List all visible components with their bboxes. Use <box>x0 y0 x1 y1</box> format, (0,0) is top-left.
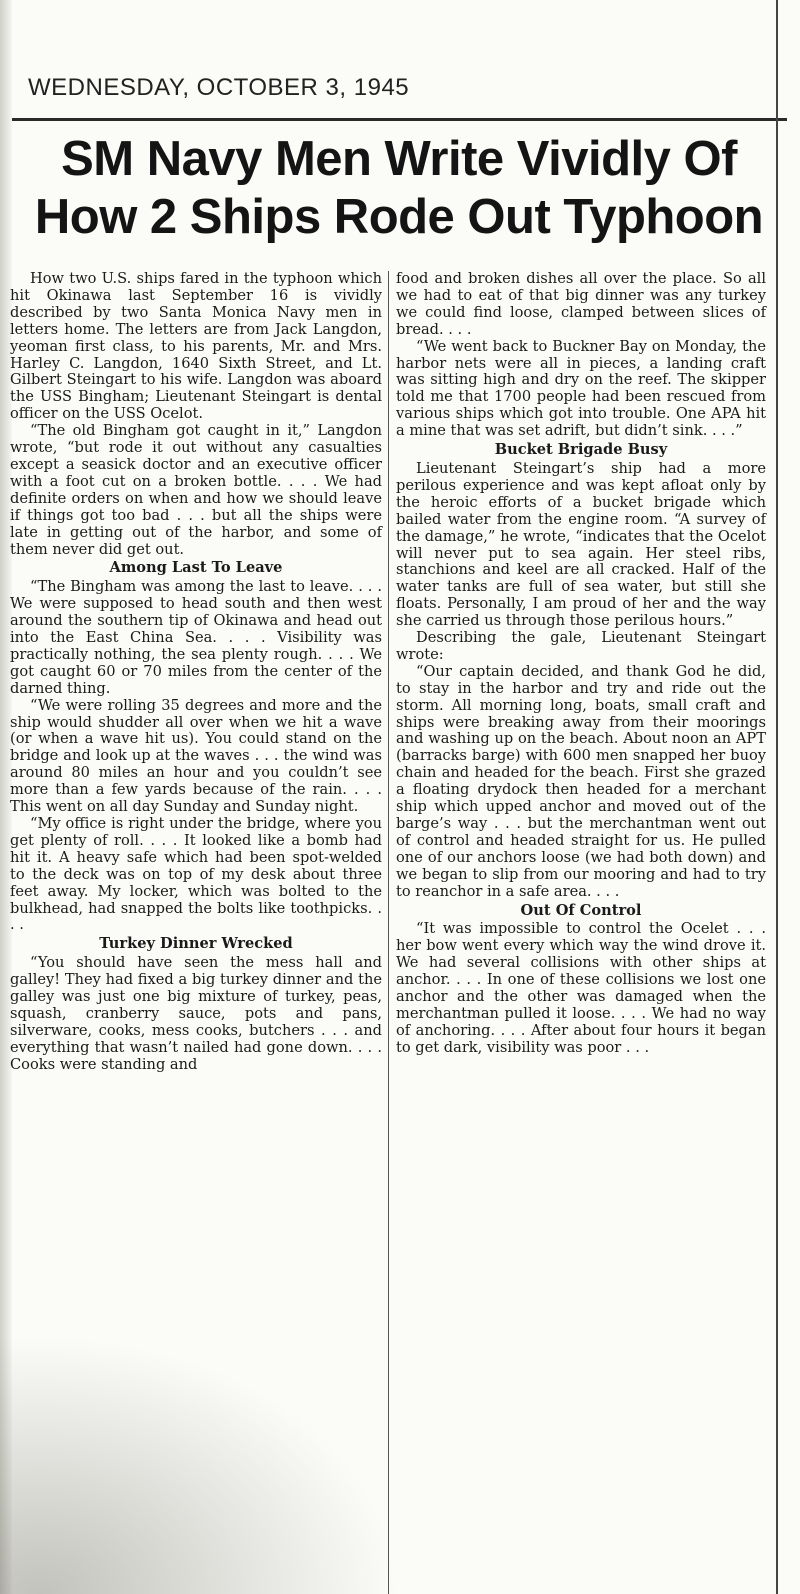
paragraph: “The Bingham was among the last to leave. . . . We were supposed to head south and then west around the southern tip of Okinawa and head out into the East China Sea. . . . Visibility was practically nothing, the sea plenty rough. . . . We got caught 60 or 70 miles from the center of the darned thing. <box>10 578 382 697</box>
dateline: WEDNESDAY, OCTOBER 3, 1945 <box>28 74 410 101</box>
right-edge-rule <box>776 0 778 1594</box>
subhead: Among Last To Leave <box>109 559 283 577</box>
column-rule <box>388 271 389 1594</box>
paragraph: food and broken dishes all over the place. So all we had to eat of that big dinner was any turkey we could find loose, clamped between slices of bread. . . . <box>396 270 766 338</box>
subhead: Out Of Control <box>520 901 642 919</box>
paragraph: “Our captain decided, and thank God he did, to stay in the harbor and try and ride out the storm. All morning long, boats, small craft and ships were breaking away from their moorings and washing up on the beach. About noon an APT (barracks barge) with 600 men snapped her buoy chain and headed for the beach. First she grazed a floating drydock then headed for a merchant ship which upped anchor and moved out of the barge’s way . . . but the merchantman went out of control and headed straight for us. He pulled one of our anchors loose (we had both down) and we began to slip from our mooring and had to try to reanchor in a safe area. . . . <box>396 662 766 900</box>
paragraph: “It was impossible to control the Ocelet . . . her bow went every which way the wind drove it. We had several collisions with other ships at anchor. . . . In one of these collisions we lost one anchor and the other was damaged when the merchantman pulled it loose. . . . We had no way of anchoring. . . . After about four hours it began to get dark, visibility was poor . . . <box>396 920 766 1056</box>
paragraph: How two U.S. ships fared in the typhoon which hit Okinawa last September 16 is vividly described by two Santa Monica Navy men in letters home. The letters are from Jack Langdon, yeoman first class, to his parents, Mr. and Mrs. Harley C. Langdon, 1640 Sixth Street, and Lt. Gilbert Steingart to his wife. Langdon was aboard the USS Bingham; Lieutenant Steingart is dental officer on the USS Ocelot. <box>10 270 382 423</box>
paragraph: “You should have seen the mess hall and galley! They had fixed a big turkey dinner and the galley was just one big mixture of turkey, peas, squash, cranberry sauce, pots and pans, silverware, cooks, mess cooks, butchers . . . and everything that wasn’t nailed had gone down. . . . Cooks were standing and <box>10 954 382 1073</box>
headline <box>14 130 784 246</box>
subhead: Bucket Brigade Busy <box>494 441 668 459</box>
scan-smudge <box>0 1334 400 1594</box>
headline-line-2: How 2 Ships Rode Out Typhoon <box>34 190 764 244</box>
subhead: Turkey Dinner Wrecked <box>99 935 293 953</box>
header-rule <box>12 118 787 121</box>
paragraph: “We were rolling 35 degrees and more and the ship would shudder all over when we hit a wave (or when a wave hit us). You could stand on the bridge and look up at the waves . . . the wind was around 80 miles an hour and you couldn’t see more than a few yards because of the rain. . . . This went on all day Sunday and Sunday night. <box>10 696 382 816</box>
paragraph: Lieutenant Steingart’s ship had a more perilous experience and was kept afloat only by the heroic efforts of a bucket brigade which bailed water from the engine room. “A survey of the damage,” he wrote, “indicates that the Ocelot will never put to sea again. Her steel ribs, stanchions and keel are all cracked. Half of the water tanks are full of sea water, but still she floats. Personally, I am proud of her and the way she carried us through those perilous hours.” <box>396 459 766 630</box>
paragraph: “We went back to Buckner Bay on Monday, the harbor nets were all in pieces, a landing craft was sitting high and dry on the reef. The skipper told me that 1700 people had been rescued from various ships which got into trouble. One APA hit a mine that was set adrift, but didn’t sink. . . .” <box>396 337 766 440</box>
headline-line-1: SM Navy Men Write Vividly Of <box>61 132 737 186</box>
paragraph: “My office is right under the bridge, where you get plenty of roll. . . . It looked like a bomb had hit it. A heavy safe which had been spot-welded to the deck was on top of my desk about three feet away. My locker, which was bolted to the bulkhead, had snapped the bolts like toothpicks. . . . <box>10 815 382 934</box>
right-column <box>396 271 766 1057</box>
paragraph: “The old Bingham got caught in it,” Langdon wrote, “but rode it out without any casualties except a seasick doctor and an executive officer with a foot cut on a broken bottle. . . . We had definite orders on when and how we should leave if things got too bad . . . but all the ships were late in getting out of the harbor, and some of them never did get out. <box>10 422 382 558</box>
left-column <box>10 271 382 1074</box>
paragraph: Describing the gale, Lieutenant Steingart wrote: <box>396 629 766 663</box>
